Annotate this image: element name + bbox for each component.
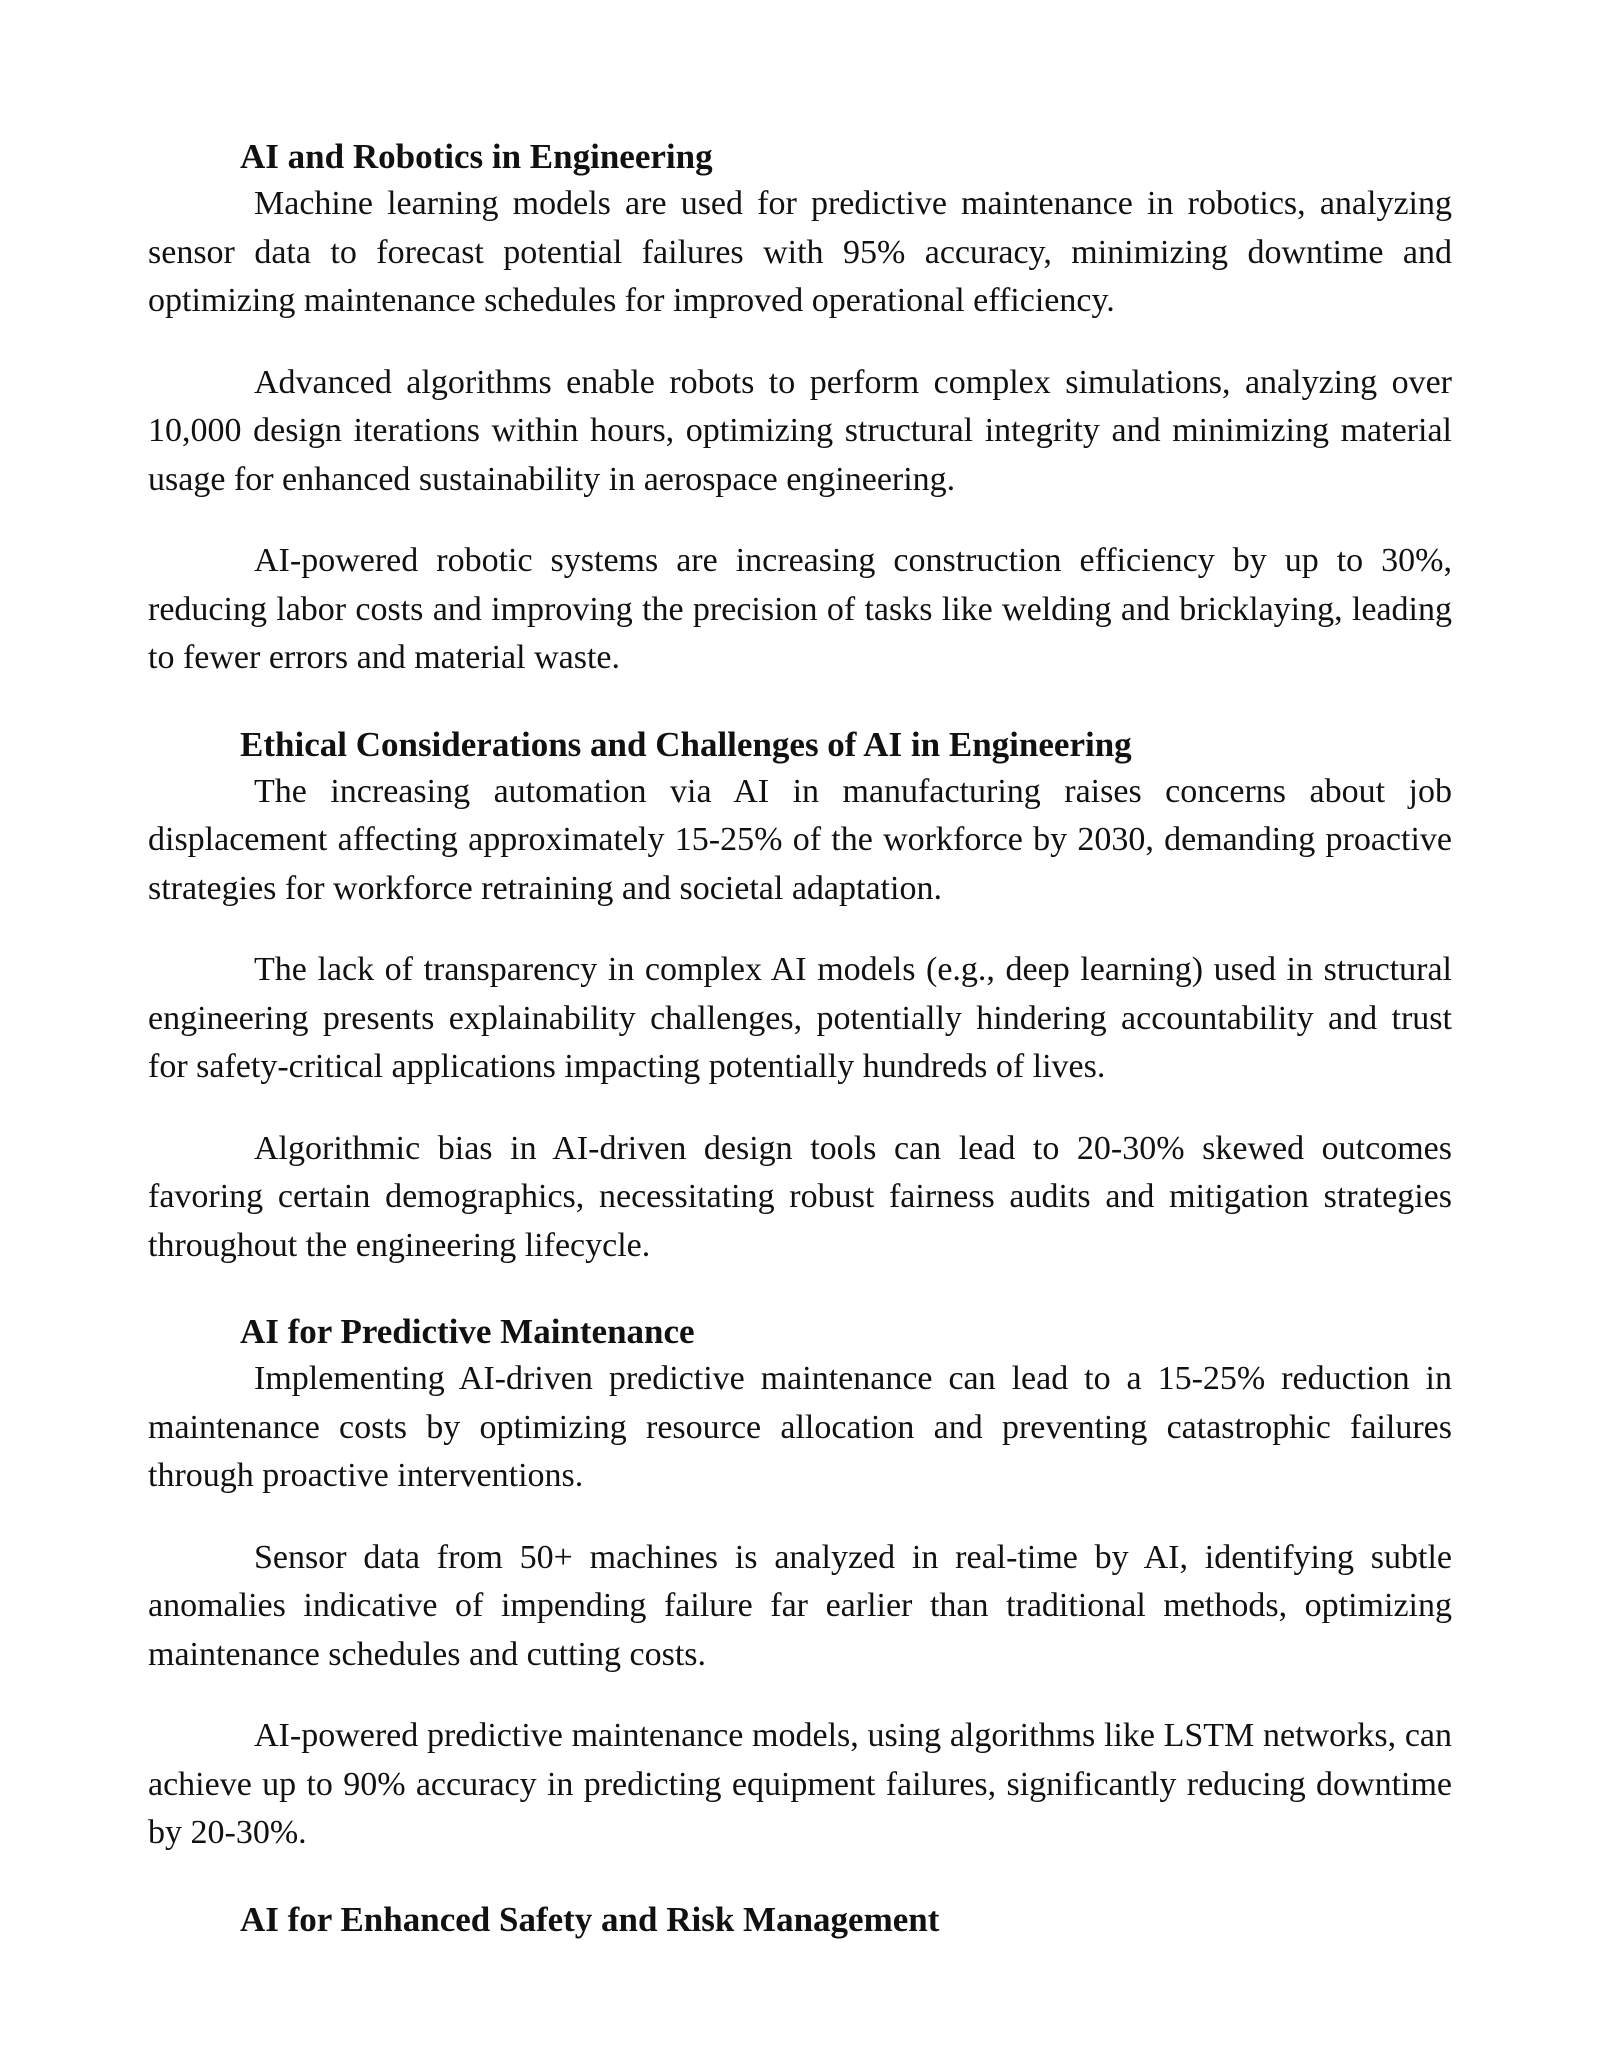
section-heading: AI for Predictive Maintenance [240,1312,695,1351]
paragraph: The lack of transparency in complex AI models (e.g., deep learning) used in structural engineering presents explainability challenges, potentially hindering accountability and trust for safety-critical applications impacting potentially hundreds of lives. [148,951,1452,1085]
paragraph: Implementing AI-driven predictive maintenance can lead to a 15-25% reduction in maintenance costs by optimizing resource allocation and preventing catastrophic failures through proactive interventions. [148,1360,1452,1494]
section-ai-robotics [148,133,1452,683]
paragraph: AI-powered robotic systems are increasing construction efficiency by up to 30%, reducing labor costs and improving the precision of tasks like welding and bricklaying, leading to fewer errors and material waste. [148,542,1452,676]
paragraph: Advanced algorithms enable robots to perform complex simulations, analyzing over 10,000 design iterations within hours, optimizing structural integrity and minimizing material usage for enhanced sustainability in aerospace engineering. [148,363,1452,498]
document-page [148,133,1452,1943]
paragraph: AI-powered predictive maintenance models, using algorithms like LSTM networks, can achieve up to 90% accuracy in predicting equipment failures, significantly reducing downtime by 20-30%. [148,1717,1452,1851]
paragraph: The increasing automation via AI in manufacturing raises concerns about job displacement affecting approximately 15-25% of the workforce by 2030, demanding proactive strategies for workforce retraining and societal adaptation. [148,772,1452,907]
section-predictive-maintenance [148,1308,1452,1858]
section-ethical-considerations [148,721,1452,1271]
paragraph: Algorithmic bias in AI-driven design tools can lead to 20-30% skewed outcomes favoring certain demographics, necessitating robust fairness audits and mitigation strategies throughout the engineering lifecycle. [148,1129,1452,1264]
section-heading: AI for Enhanced Safety and Risk Management [240,1899,940,1939]
paragraph: Machine learning models are used for predictive maintenance in robotics, analyzing sensor data to forecast potential failures with 95% accuracy, minimizing downtime and optimizing maintenance schedules for improved operational efficiency. [148,185,1452,319]
section-safety-risk [148,1896,1452,1944]
paragraph: Sensor data from 50+ machines is analyzed in real-time by AI, identifying subtle anomalies indicative of impending failure far earlier than traditional methods, optimizing maintenance schedules and cutting costs. [148,1538,1452,1673]
section-heading: AI and Robotics in Engineering [240,137,713,176]
section-heading: Ethical Considerations and Challenges of AI in Engineering [240,724,1132,764]
